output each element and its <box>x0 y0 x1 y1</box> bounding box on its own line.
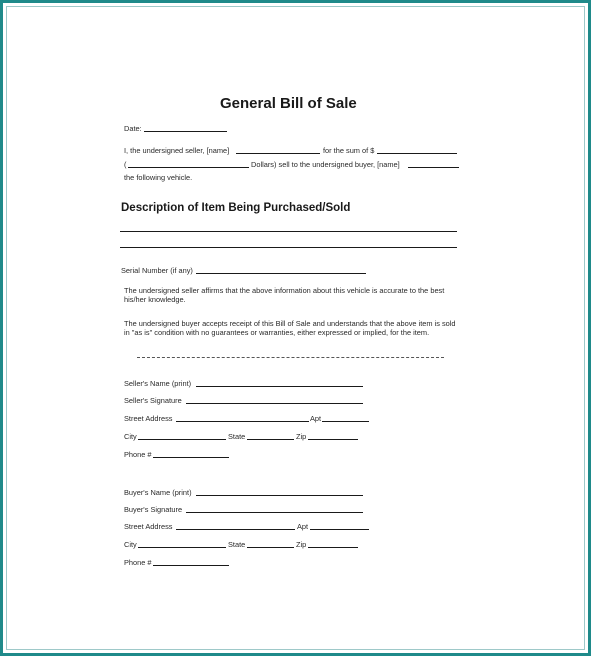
seller-street-field[interactable] <box>176 421 309 422</box>
serial-number-label: Serial Number (if any) <box>121 266 193 275</box>
buyer-city-label: City <box>124 540 137 549</box>
dollars-open-paren: ( <box>124 160 127 169</box>
description-line-2[interactable] <box>120 247 457 248</box>
serial-number-field[interactable] <box>196 273 366 274</box>
seller-city-field[interactable] <box>138 439 226 440</box>
buyer-name-label: Buyer's Name (print) <box>124 488 192 497</box>
seller-phone-field[interactable] <box>153 457 229 458</box>
seller-name-field[interactable] <box>236 153 320 154</box>
seller-signature-label: Seller's Signature <box>124 396 182 405</box>
buyer-zip-label: Zip <box>296 540 307 549</box>
buyer-accepts-paragraph: The undersigned buyer accepts receipt of this Bill of Sale and understands that the above item is sold in "as is" condition with no guarantees or warranties, either expressed or implied, for the item. <box>124 319 456 337</box>
seller-apt-label: Apt <box>310 414 322 423</box>
seller-zip-label: Zip <box>296 432 307 441</box>
buyer-signature-label: Buyer's Signature <box>124 505 183 514</box>
buyer-apt-field[interactable] <box>310 529 369 530</box>
buyer-name-print-field[interactable] <box>196 495 363 496</box>
seller-zip-field[interactable] <box>308 439 358 440</box>
description-heading: Description of Item Being Purchased/Sold <box>121 202 351 214</box>
buyer-signature-field[interactable] <box>186 512 363 513</box>
buyer-state-field[interactable] <box>247 547 294 548</box>
date-label: Date: <box>124 124 142 133</box>
sum-field[interactable] <box>377 153 457 154</box>
seller-state-label: State <box>228 432 246 441</box>
seller-street-label: Street Address <box>124 414 173 423</box>
seller-name-print-field[interactable] <box>196 386 363 387</box>
seller-name-label: Seller's Name (print) <box>124 379 192 388</box>
date-field[interactable] <box>144 131 227 132</box>
seller-affirms-paragraph: The undersigned seller affirms that the above information about this vehicle is accurate to the best his/her knowledge. <box>124 286 445 304</box>
buyer-name-inline-field[interactable] <box>408 167 459 168</box>
buyer-city-field[interactable] <box>138 547 226 548</box>
buyer-zip-field[interactable] <box>308 547 358 548</box>
seller-intro-text: I, the undersigned seller, [name] <box>124 146 230 155</box>
dollars-sell-text: Dollars) sell to the undersigned buyer, [name] <box>251 160 400 169</box>
buyer-street-field[interactable] <box>176 529 295 530</box>
buyer-phone-field[interactable] <box>153 565 229 566</box>
following-vehicle-text: the following vehicle. <box>124 173 193 182</box>
buyer-street-label: Street Address <box>124 522 173 531</box>
seller-city-label: City <box>124 432 137 441</box>
sum-label: for the sum of $ <box>323 146 375 155</box>
buyer-apt-label: Apt <box>297 522 309 531</box>
seller-phone-label: Phone # <box>124 450 152 459</box>
seller-signature-field[interactable] <box>186 403 363 404</box>
buyer-state-label: State <box>228 540 246 549</box>
cut-divider <box>137 357 444 358</box>
description-line-1[interactable] <box>120 231 457 232</box>
dollars-amount-field[interactable] <box>128 167 249 168</box>
seller-apt-field[interactable] <box>322 421 369 422</box>
buyer-phone-label: Phone # <box>124 558 152 567</box>
seller-state-field[interactable] <box>247 439 294 440</box>
document-title: General Bill of Sale <box>220 95 357 112</box>
